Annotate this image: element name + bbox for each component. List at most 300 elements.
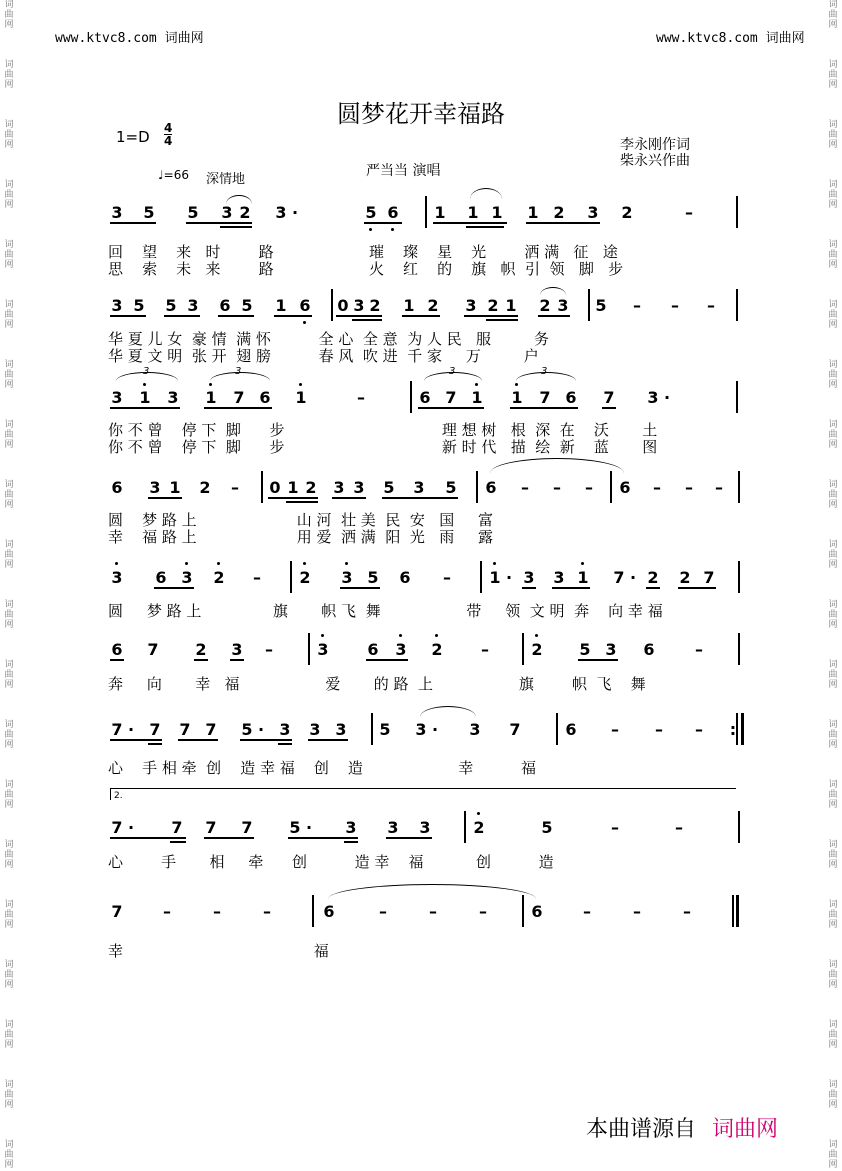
watermark-char: 词 <box>828 840 838 850</box>
note: 3 <box>335 720 347 739</box>
lyrics-2b: 华 夏 文 明 张 开 翅 膀 春 风 吹 进 千 家 万 户 <box>108 347 539 365</box>
watermark-char: 词 <box>828 420 838 430</box>
note: 5 <box>367 568 379 587</box>
note: 6 <box>323 902 335 921</box>
bar-line <box>738 561 740 593</box>
bar-line <box>736 196 738 228</box>
volta-2-bracket <box>110 788 736 789</box>
watermark-char: 词 <box>828 480 838 490</box>
beam-underline <box>344 841 358 843</box>
watermark-char: 网 <box>4 920 14 930</box>
watermark-char: 词 <box>4 0 14 10</box>
note: 1 <box>471 388 483 407</box>
lyrics-5: 圆 梦 路 上 旗 帜 飞 舞 带 领 文 明 奔 向 幸 福 <box>108 602 663 620</box>
note: 3 <box>167 388 179 407</box>
note: 5 <box>379 720 391 739</box>
note: : <box>729 720 737 739</box>
watermark-char: 曲 <box>4 1090 14 1100</box>
watermark-char: 网 <box>828 1160 838 1170</box>
note: – <box>695 640 703 659</box>
watermark-char: 曲 <box>828 10 838 20</box>
note: – <box>379 902 387 921</box>
octave-dot <box>143 383 146 386</box>
watermark-char: 曲 <box>4 10 14 20</box>
watermark-char: 词 <box>4 720 14 730</box>
note: – <box>481 640 489 659</box>
beam-underline <box>288 837 358 839</box>
octave-dot <box>321 634 324 637</box>
watermark-char: 曲 <box>828 310 838 320</box>
note: 2 <box>199 478 211 497</box>
note: 2 <box>195 640 207 659</box>
watermark-char: 网 <box>828 980 838 990</box>
watermark-char: 词 <box>4 60 14 70</box>
watermark-char: 词 <box>828 120 838 130</box>
note: 7 <box>149 720 161 739</box>
watermark-char: 网 <box>828 680 838 690</box>
bar-line <box>464 811 466 843</box>
watermark-char: 词 <box>828 1140 838 1150</box>
beam-underline <box>433 222 507 224</box>
note: 7 <box>539 388 551 407</box>
note: – <box>213 902 221 921</box>
note: 2 <box>299 568 311 587</box>
note: – <box>479 902 487 921</box>
beam-underline <box>486 319 518 321</box>
note: 7 <box>111 902 123 921</box>
note: · <box>305 818 313 837</box>
watermark-char: 词 <box>828 60 838 70</box>
beam-underline <box>170 841 186 843</box>
beam-underline <box>578 659 618 661</box>
note: 6 <box>367 640 379 659</box>
note: – <box>653 478 661 497</box>
watermark-char: 曲 <box>4 910 14 920</box>
footer-brand-link[interactable]: 词曲网 <box>712 1117 779 1142</box>
beam-underline <box>602 407 616 409</box>
composer: 柴永兴作曲 <box>620 153 690 169</box>
watermark-char: 网 <box>828 560 838 570</box>
watermark-char: 网 <box>4 860 14 870</box>
note: 7 <box>179 720 191 739</box>
watermark-char: 网 <box>4 200 14 210</box>
beam-underline <box>154 587 194 589</box>
watermark-char: 词 <box>4 900 14 910</box>
note: 5 <box>541 818 553 837</box>
note: · <box>629 568 637 587</box>
note: 7 <box>241 818 253 837</box>
beam-underline <box>382 497 458 499</box>
note: – <box>263 902 271 921</box>
watermark-char: 词 <box>828 180 838 190</box>
note: 3 <box>317 640 329 659</box>
beam-underline <box>308 739 348 741</box>
note: 5 <box>445 478 457 497</box>
bar-line <box>736 381 738 413</box>
note: – <box>265 640 273 659</box>
note: 1 <box>491 203 503 222</box>
note: 3 <box>341 568 353 587</box>
octave-dot <box>399 634 402 637</box>
note: 5 <box>383 478 395 497</box>
beam-underline <box>510 407 578 409</box>
watermark-char: 网 <box>828 380 838 390</box>
note: 6 <box>485 478 497 497</box>
beam-underline <box>464 315 518 317</box>
note: 7 <box>111 720 123 739</box>
triplet-mark: 3 <box>541 366 548 377</box>
bar-line <box>308 633 310 665</box>
note: 1 <box>169 478 181 497</box>
beam-underline <box>110 739 162 741</box>
note: 3 <box>553 568 565 587</box>
note: 3 <box>419 818 431 837</box>
bar-line <box>476 471 478 503</box>
octave-dot <box>185 562 188 565</box>
watermark-char: 曲 <box>828 970 838 980</box>
note: 1 <box>287 478 299 497</box>
watermark-char: 曲 <box>828 730 838 740</box>
note: 1 <box>489 568 501 587</box>
note: 5 <box>365 203 377 222</box>
watermark-char: 词 <box>4 180 14 190</box>
note: – <box>611 818 619 837</box>
note: 6 <box>531 902 543 921</box>
note: · <box>663 388 671 407</box>
note: 1 <box>403 296 415 315</box>
watermark-char: 网 <box>828 740 838 750</box>
note: – <box>695 720 703 739</box>
note: – <box>553 478 561 497</box>
bar-line <box>610 471 612 503</box>
note: 6 <box>419 388 431 407</box>
watermark-char: 词 <box>4 960 14 970</box>
bar-line <box>736 895 739 927</box>
beam-underline <box>286 501 318 503</box>
note: 6 <box>619 478 631 497</box>
note: 1 <box>505 296 517 315</box>
beam-underline <box>148 743 162 745</box>
watermark-char: 词 <box>828 360 838 370</box>
note: 3 <box>221 203 233 222</box>
note: 2 <box>647 568 659 587</box>
note: 2 <box>553 203 565 222</box>
beam-underline <box>110 837 186 839</box>
bar-line <box>738 811 740 843</box>
note: 1 <box>275 296 287 315</box>
watermark-char: 网 <box>4 1100 14 1110</box>
expression-mark: 深情地 <box>206 172 246 187</box>
note: 2 <box>369 296 381 315</box>
note: 1 <box>511 388 523 407</box>
watermark-char: 曲 <box>4 670 14 680</box>
bar-line <box>556 713 558 745</box>
note: 2 <box>431 640 443 659</box>
octave-dot <box>345 562 348 565</box>
watermark-char: 曲 <box>828 1030 838 1040</box>
note: 6 <box>111 478 123 497</box>
note: 5 <box>133 296 145 315</box>
watermark-char: 网 <box>4 20 14 30</box>
lyrics-9: 幸 福 <box>108 942 329 960</box>
note: 5 <box>579 640 591 659</box>
watermark-char: 词 <box>828 240 838 250</box>
note: 5 <box>241 720 253 739</box>
note: 2 <box>679 568 691 587</box>
note: 3 <box>413 478 425 497</box>
note: – <box>683 902 691 921</box>
note: 6 <box>111 640 123 659</box>
note: – <box>707 296 715 315</box>
slur-arc <box>540 287 566 295</box>
beam-underline <box>418 407 484 409</box>
note: 2 <box>213 568 225 587</box>
note: 2 <box>473 818 485 837</box>
note: 7 <box>603 388 615 407</box>
bar-line <box>522 633 524 665</box>
watermark-char: 词 <box>4 1140 14 1150</box>
note: 2 <box>427 296 439 315</box>
note: 6 <box>219 296 231 315</box>
song-title: 圆梦花开幸福路 <box>337 100 505 128</box>
watermark-char: 曲 <box>4 850 14 860</box>
beam-underline <box>194 659 208 661</box>
watermark-char: 词 <box>828 1020 838 1030</box>
watermark-char: 曲 <box>828 250 838 260</box>
bar-line <box>371 713 373 745</box>
watermark-char: 网 <box>4 620 14 630</box>
lyricist: 李永刚作词 <box>620 137 690 153</box>
beam-underline <box>402 315 440 317</box>
watermark-char: 网 <box>4 140 14 150</box>
watermark-char: 网 <box>828 860 838 870</box>
beam-underline <box>332 497 366 499</box>
note: 5 <box>187 203 199 222</box>
watermark-char: 网 <box>4 1040 14 1050</box>
bar-line <box>290 561 292 593</box>
note: 3 <box>587 203 599 222</box>
watermark-char: 曲 <box>4 130 14 140</box>
octave-dot <box>515 383 518 386</box>
lyrics-3b: 你 不 曾 停 下 脚 步 新 时 代 描 绘 新 蓝 图 <box>108 438 658 456</box>
performer: 严当当 演唱 <box>366 163 441 179</box>
watermark-char: 网 <box>828 440 838 450</box>
note: 1 <box>434 203 446 222</box>
note: 3 <box>353 296 365 315</box>
note: – <box>585 478 593 497</box>
slur-arc <box>490 458 624 473</box>
watermark-char: 词 <box>4 480 14 490</box>
bar-line <box>425 196 427 228</box>
watermark-char: 曲 <box>828 190 838 200</box>
watermark-char: 词 <box>828 540 838 550</box>
watermark-char: 网 <box>828 920 838 930</box>
watermark-char: 网 <box>828 260 838 270</box>
watermark-char: 网 <box>4 1160 14 1170</box>
note: 3 <box>387 818 399 837</box>
bar-line <box>312 895 314 927</box>
note: 3 <box>345 818 357 837</box>
watermark-char: 词 <box>828 660 838 670</box>
beam-underline <box>646 587 660 589</box>
watermark-char: 曲 <box>4 550 14 560</box>
note: – <box>655 720 663 739</box>
watermark-char: 网 <box>4 680 14 690</box>
watermark-char: 曲 <box>828 70 838 80</box>
octave-dot <box>535 634 538 637</box>
octave-dot <box>477 812 480 815</box>
watermark-char: 网 <box>828 140 838 150</box>
octave-dot <box>369 228 372 231</box>
note: – <box>253 568 261 587</box>
note: 6 <box>643 640 655 659</box>
watermark-char: 词 <box>828 0 838 10</box>
octave-dot <box>299 383 302 386</box>
note: – <box>633 296 641 315</box>
beam-underline <box>274 315 312 317</box>
note: 3 <box>309 720 321 739</box>
beam-underline <box>110 222 156 224</box>
note: 3 <box>465 296 477 315</box>
bar-line <box>480 561 482 593</box>
slur-arc <box>420 706 476 717</box>
slur-arc <box>226 195 252 204</box>
bar-line <box>741 713 744 745</box>
watermark-char: 曲 <box>828 370 838 380</box>
tempo-mark: ♩=66 <box>158 168 189 182</box>
bar-line <box>736 713 738 745</box>
lyrics-7: 心 手 相 牵 创 造 幸 福 创 造 幸 福 <box>108 759 536 777</box>
note: 3 <box>523 568 535 587</box>
watermark-char: 词 <box>828 720 838 730</box>
beam-underline <box>164 315 200 317</box>
watermark-char: 曲 <box>828 490 838 500</box>
beam-underline <box>110 407 180 409</box>
beam-underline <box>278 743 292 745</box>
beam-underline <box>268 497 318 499</box>
note: – <box>443 568 451 587</box>
note: – <box>633 902 641 921</box>
watermark-char: 曲 <box>4 310 14 320</box>
note: – <box>671 296 679 315</box>
note: 3 <box>111 568 123 587</box>
volta-2-label: 2. <box>114 791 123 801</box>
watermark-char: 网 <box>828 1040 838 1050</box>
watermark-char: 词 <box>828 300 838 310</box>
note: 7 <box>205 720 217 739</box>
octave-dot <box>115 562 118 565</box>
beam-underline <box>466 226 504 228</box>
watermark-char: 曲 <box>828 1150 838 1160</box>
note: 7 <box>111 818 123 837</box>
note: 6 <box>387 203 399 222</box>
note: 3 <box>557 296 569 315</box>
header-site-right[interactable]: www.ktvc8.com 词曲网 <box>656 31 805 46</box>
note: – <box>583 902 591 921</box>
watermark-char: 网 <box>4 560 14 570</box>
watermark-char: 词 <box>828 780 838 790</box>
watermark-char: 词 <box>4 120 14 130</box>
note: – <box>521 478 529 497</box>
note: 3 <box>279 720 291 739</box>
watermark-char: 曲 <box>4 730 14 740</box>
note: 1 <box>139 388 151 407</box>
left-watermark-strip <box>2 0 16 1171</box>
beam-underline <box>340 587 380 589</box>
watermark-char: 曲 <box>4 70 14 80</box>
watermark-char: 曲 <box>828 670 838 680</box>
watermark-char: 曲 <box>828 850 838 860</box>
watermark-char: 词 <box>828 600 838 610</box>
note: 7 <box>445 388 457 407</box>
watermark-char: 曲 <box>4 430 14 440</box>
watermark-char: 网 <box>828 800 838 810</box>
note: 3 <box>333 478 345 497</box>
note: 1 <box>205 388 217 407</box>
note: – <box>715 478 723 497</box>
note: · <box>431 720 439 739</box>
bar-line <box>261 471 263 503</box>
beam-underline <box>240 739 292 741</box>
lyrics-6: 奔 向 幸 福 爱 的 路 上 旗 帜 飞 舞 <box>108 675 646 693</box>
watermark-char: 曲 <box>4 1030 14 1040</box>
watermark-char: 词 <box>4 240 14 250</box>
beam-underline <box>110 315 146 317</box>
note: 2 <box>305 478 317 497</box>
beam-underline <box>110 659 124 661</box>
beam-underline <box>230 659 244 661</box>
beam-underline <box>386 837 432 839</box>
watermark-char: 曲 <box>4 490 14 500</box>
watermark-char: 曲 <box>4 790 14 800</box>
watermark-char: 曲 <box>4 1150 14 1160</box>
note: 7 <box>233 388 245 407</box>
watermark-char: 曲 <box>828 910 838 920</box>
note: 6 <box>259 388 271 407</box>
note: 2 <box>531 640 543 659</box>
right-watermark-strip <box>826 0 840 1171</box>
beam-underline <box>148 497 182 499</box>
watermark-char: 网 <box>4 380 14 390</box>
note: – <box>357 388 365 407</box>
slur-arc <box>470 188 502 199</box>
note: 3 <box>181 568 193 587</box>
watermark-char: 网 <box>828 320 838 330</box>
note: 7 <box>171 818 183 837</box>
note: – <box>685 203 693 222</box>
beam-underline <box>538 315 570 317</box>
beam-underline <box>218 315 254 317</box>
watermark-char: 曲 <box>828 130 838 140</box>
note: · <box>127 818 135 837</box>
note: 7 <box>205 818 217 837</box>
note: · <box>291 203 299 222</box>
bar-line <box>736 289 738 321</box>
note: 3 <box>111 388 123 407</box>
note: 2 <box>487 296 499 315</box>
watermark-char: 词 <box>4 360 14 370</box>
note: 3 <box>647 388 659 407</box>
header-site-left[interactable]: www.ktvc8.com 词曲网 <box>55 31 204 46</box>
slur-arc <box>328 884 536 899</box>
watermark-char: 网 <box>4 80 14 90</box>
note: 6 <box>299 296 311 315</box>
watermark-char: 网 <box>4 980 14 990</box>
note: 7 <box>147 640 159 659</box>
note: 3 <box>469 720 481 739</box>
watermark-char: 网 <box>4 260 14 270</box>
note: 1 <box>577 568 589 587</box>
